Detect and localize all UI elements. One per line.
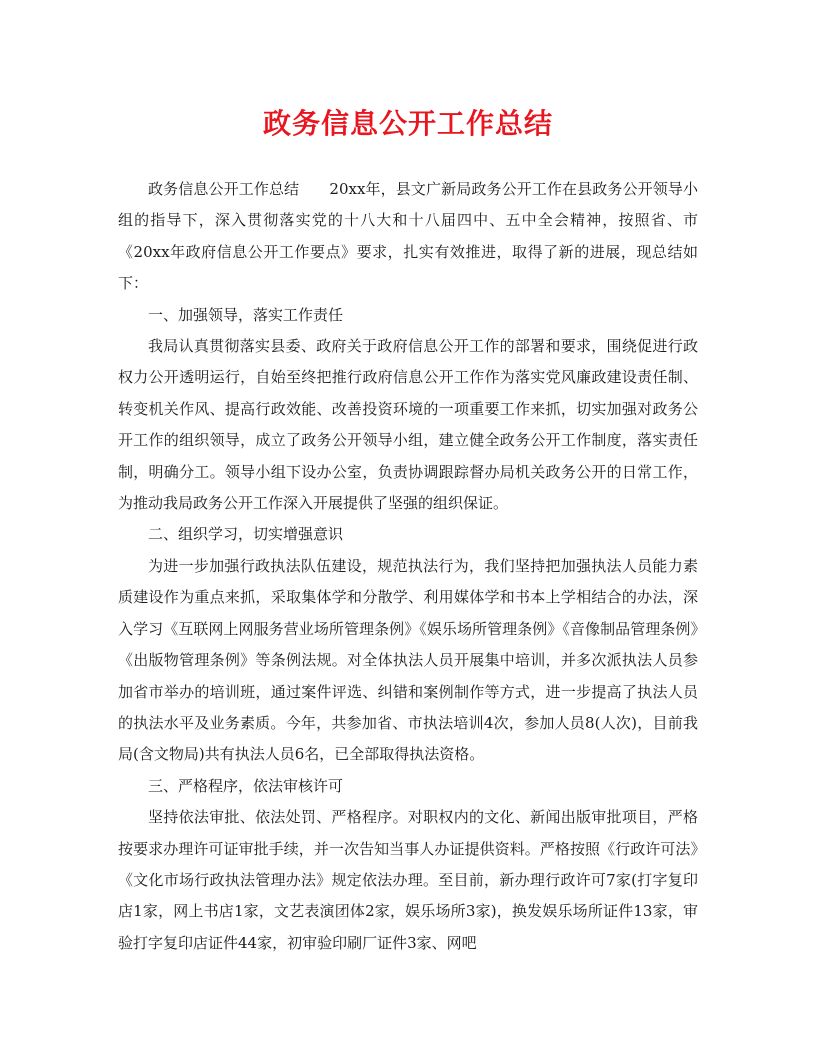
- paragraph-intro: 政务信息公开工作总结 20xx年，县文广新局政务公开工作在县政务公开领导小组的指导下，深入贯彻落实党的十八大和十八届四中、五中全会精神，按照省、市《20xx年政府信息公开工作要点》要求，扎实有效推进，取得了新的进展，现总结如下：: [118, 180, 698, 293]
- paragraph-section-2: 为进一步加强行政执法队伍建设，规范执法行为，我们坚持把加强执法人员能力素质建设作为重点来抓，采取集体学和分散学、利用媒体学和书本上学相结合的办法，深入学习《互联网上网服务营业场所管理条例》《娱乐场所管理条例》《音像制品管理条例》《出版物管理条例》等条例法规。对全体执法人员开展集中培训，并多次派执法人员参加省市举办的培训班，通过案件评选、纠错和案例制作等方式，进一步提高了执法人员的执法水平及业务素质。今年，共参加省、市执法培训4次，参加人员8(人次)，目前我局(含文物局)共有执法人员6名，已全部取得执法资格。: [118, 556, 698, 764]
- paragraph-section-1: 我局认真贯彻落实县委、政府关于政府信息公开工作的部署和要求，围绕促进行政权力公开透明运行，自始至终把推行政府信息公开工作作为落实党风廉政建设责任制、转变机关作风、提高行政效能、改善投资环境的一项重要工作来抓，切实加强对政务公开工作的组织领导，成立了政务公开领导小组，建立健全政务公开工作制度，落实责任制，明确分工。领导小组下设办公室，负责协调跟踪督办局机关政务公开的日常工作，为推动我局政务公开工作深入开展提供了坚强的组织保证。: [118, 337, 698, 513]
- document-title: 政务信息公开工作总结: [262, 107, 553, 140]
- section-heading-3: 三、严格程序，依法审核许可: [148, 776, 344, 795]
- section-heading-2: 二、组织学习，切实增强意识: [148, 525, 344, 544]
- document-body: [118, 174, 698, 959]
- section-heading-1: 一、加强领导，落实工作责任: [148, 305, 344, 324]
- paragraph-section-3: 坚持依法审批、依法处罚、严格程序。对职权内的文化、新闻出版审批项目，严格按要求办理许可证审批手续，并一次告知当事人办证提供资料。严格按照《行政许可法》《文化市场行政执法管理办法》规定依法办理。至目前，新办理行政许可7家(打字复印店1家，网上书店1家，文艺表演团体2家，娱乐场所3家)，换发娱乐场所证件13家，审验打字复印店证件44家，初审验印刷厂证件3家、网吧: [118, 808, 698, 952]
